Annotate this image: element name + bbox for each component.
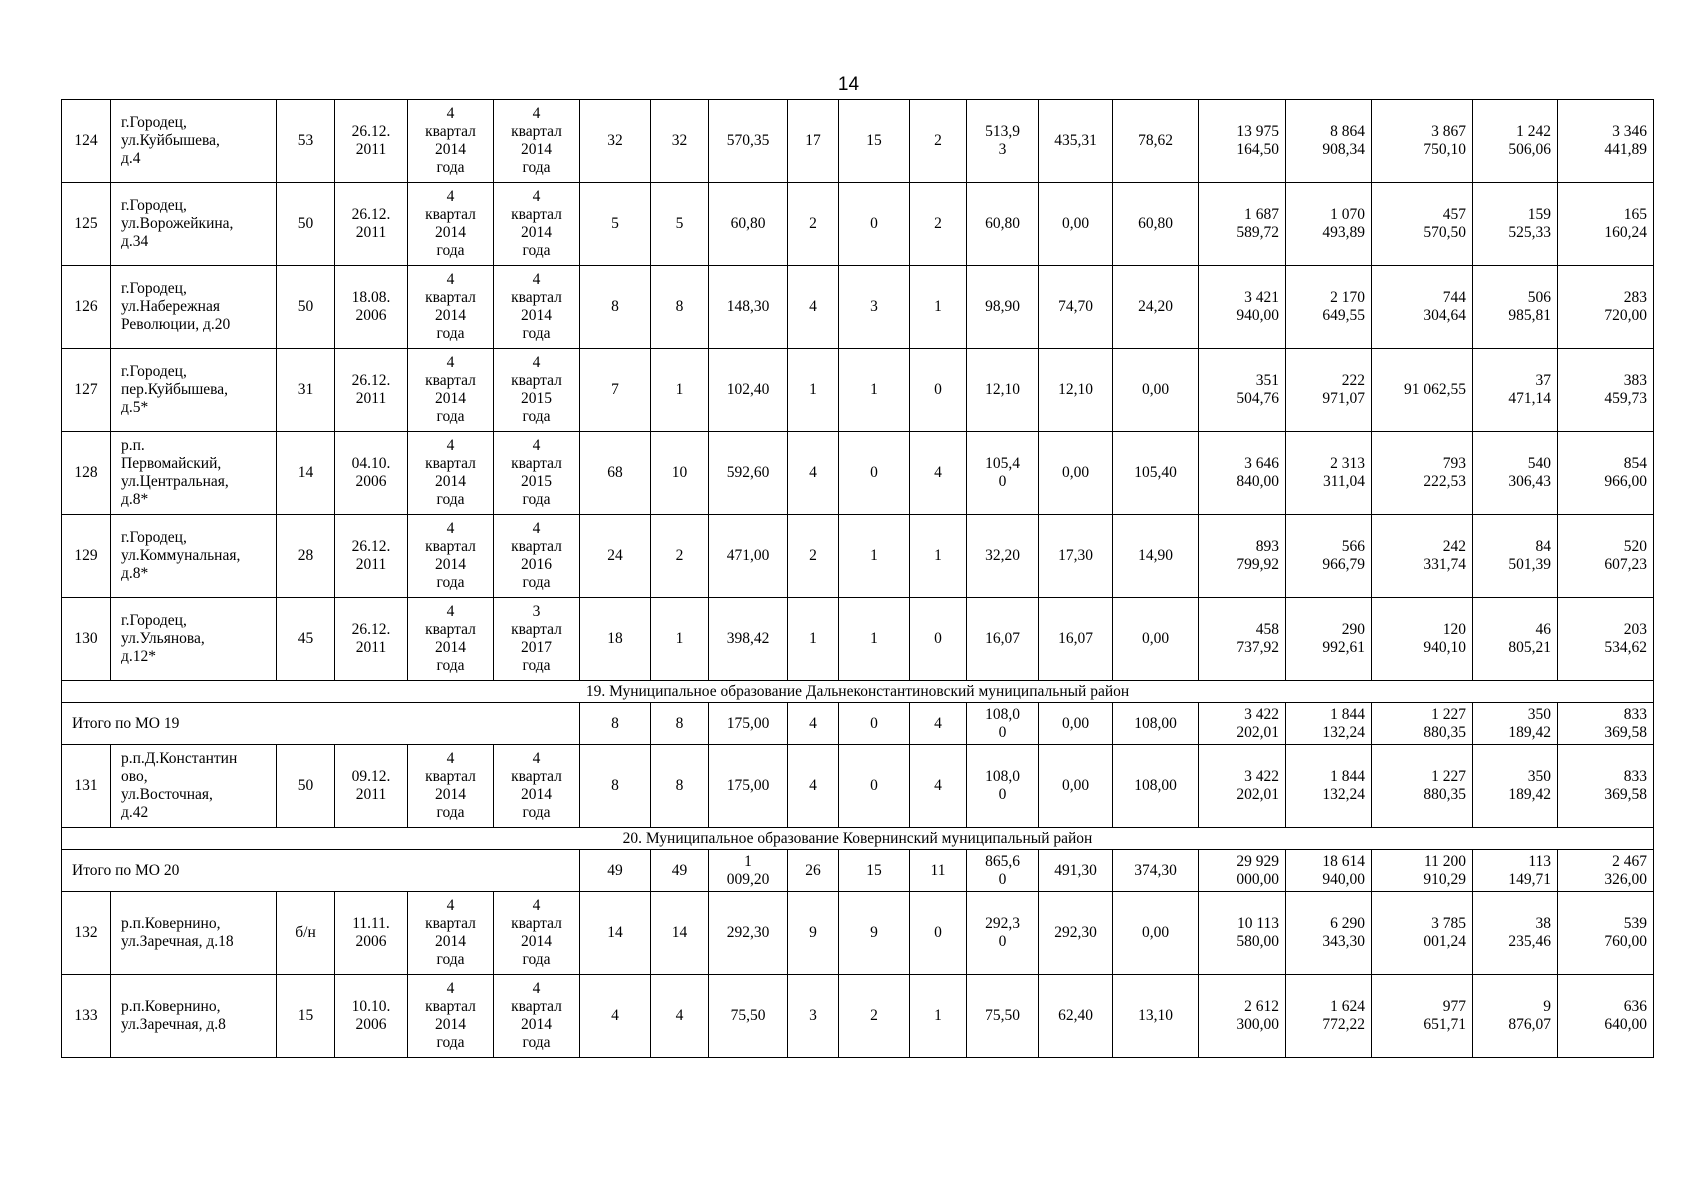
- end-quarter-cell: 4 квартал 2014 года: [494, 183, 580, 266]
- value-cell: 435,31: [1039, 100, 1113, 183]
- value-cell: 292,30: [709, 892, 788, 975]
- amount-cell: 13 975 164,50: [1199, 100, 1286, 183]
- address-cell: р.п. Первомайский, ул.Центральная, д.8*: [111, 432, 277, 515]
- value-cell: 105,40: [1113, 432, 1199, 515]
- value-cell: 16,07: [967, 598, 1039, 681]
- value-cell: 18: [580, 598, 651, 681]
- row-number-cell: 127: [62, 349, 111, 432]
- address-cell: р.п.Д.Константин ово, ул.Восточная, д.42: [111, 745, 277, 828]
- value-cell: 8: [580, 745, 651, 828]
- start-quarter-cell: 4 квартал 2014 года: [408, 598, 494, 681]
- table-row: [62, 745, 1654, 828]
- total-row: [62, 850, 1654, 892]
- value-cell: 75,50: [709, 975, 788, 1058]
- address-cell: р.п.Ковернино, ул.Заречная, д.8: [111, 975, 277, 1058]
- total-amount-cell: 18 614 940,00: [1286, 850, 1372, 892]
- start-quarter-cell: 4 квартал 2014 года: [408, 183, 494, 266]
- address-cell: г.Городец, ул.Ульянова, д.12*: [111, 598, 277, 681]
- total-value-cell: 4: [788, 703, 839, 745]
- value-cell: 14: [580, 892, 651, 975]
- value-cell: 1: [788, 349, 839, 432]
- value-cell: 0: [910, 349, 967, 432]
- value-cell: 62,40: [1039, 975, 1113, 1058]
- page-number: 14: [837, 74, 860, 95]
- year-cell: 45: [277, 598, 335, 681]
- address-cell: г.Городец, ул.Набережная Революции, д.20: [111, 266, 277, 349]
- section-header-row: [62, 681, 1654, 703]
- amount-cell: 3 422 202,01: [1199, 745, 1286, 828]
- value-cell: 24: [580, 515, 651, 598]
- date-cell: 10.10. 2006: [335, 975, 408, 1058]
- date-cell: 26.12. 2011: [335, 598, 408, 681]
- amount-cell: 2 170 649,55: [1286, 266, 1372, 349]
- year-cell: 50: [277, 183, 335, 266]
- value-cell: 1: [910, 515, 967, 598]
- value-cell: 5: [651, 183, 709, 266]
- row-number-cell: 126: [62, 266, 111, 349]
- end-quarter-cell: 4 квартал 2015 года: [494, 432, 580, 515]
- end-quarter-cell: 4 квартал 2014 года: [494, 892, 580, 975]
- year-cell: 50: [277, 745, 335, 828]
- value-cell: 0,00: [1039, 432, 1113, 515]
- table-row: [62, 432, 1654, 515]
- amount-cell: 744 304,64: [1372, 266, 1473, 349]
- amount-cell: 458 737,92: [1199, 598, 1286, 681]
- value-cell: 398,42: [709, 598, 788, 681]
- value-cell: 0: [839, 745, 910, 828]
- value-cell: 13,10: [1113, 975, 1199, 1058]
- value-cell: 1: [839, 598, 910, 681]
- end-quarter-cell: 3 квартал 2017 года: [494, 598, 580, 681]
- address-cell: г.Городец, ул.Коммунальная, д.8*: [111, 515, 277, 598]
- value-cell: 0: [910, 892, 967, 975]
- total-amount-cell: 29 929 000,00: [1199, 850, 1286, 892]
- total-value-cell: 8: [580, 703, 651, 745]
- value-cell: 0,00: [1039, 183, 1113, 266]
- value-cell: 78,62: [1113, 100, 1199, 183]
- value-cell: 60,80: [1113, 183, 1199, 266]
- amount-cell: 38 235,46: [1473, 892, 1558, 975]
- total-label-cell: Итого по МО 20: [62, 850, 580, 892]
- amount-cell: 2 313 311,04: [1286, 432, 1372, 515]
- value-cell: 1: [651, 349, 709, 432]
- amount-cell: 793 222,53: [1372, 432, 1473, 515]
- total-amount-cell: 1 227 880,35: [1372, 703, 1473, 745]
- date-cell: 26.12. 2011: [335, 100, 408, 183]
- amount-cell: 9 876,07: [1473, 975, 1558, 1058]
- value-cell: 32: [651, 100, 709, 183]
- end-quarter-cell: 4 квартал 2014 года: [494, 975, 580, 1058]
- amount-cell: 242 331,74: [1372, 515, 1473, 598]
- section-title-cell: 20. Муниципальное образование Ковернинский муниципальный район: [62, 828, 1654, 850]
- start-quarter-cell: 4 квартал 2014 года: [408, 349, 494, 432]
- amount-cell: 351 504,76: [1199, 349, 1286, 432]
- amount-cell: 3 785 001,24: [1372, 892, 1473, 975]
- value-cell: 8: [651, 266, 709, 349]
- total-amount-cell: 2 467 326,00: [1558, 850, 1654, 892]
- value-cell: 1: [910, 266, 967, 349]
- value-cell: 4: [788, 266, 839, 349]
- total-value-cell: 0: [839, 703, 910, 745]
- amount-cell: 520 607,23: [1558, 515, 1654, 598]
- total-value-cell: 8: [651, 703, 709, 745]
- value-cell: 75,50: [967, 975, 1039, 1058]
- value-cell: 0,00: [1039, 745, 1113, 828]
- amount-cell: 3 867 750,10: [1372, 100, 1473, 183]
- table-row: [62, 349, 1654, 432]
- total-value-cell: 15: [839, 850, 910, 892]
- value-cell: 4: [651, 975, 709, 1058]
- amount-cell: 10 113 580,00: [1199, 892, 1286, 975]
- value-cell: 592,60: [709, 432, 788, 515]
- amount-cell: 3 421 940,00: [1199, 266, 1286, 349]
- value-cell: 148,30: [709, 266, 788, 349]
- total-amount-cell: 833 369,58: [1558, 703, 1654, 745]
- amount-cell: 1 227 880,35: [1372, 745, 1473, 828]
- amount-cell: 1 624 772,22: [1286, 975, 1372, 1058]
- total-value-cell: 175,00: [709, 703, 788, 745]
- value-cell: 12,10: [1039, 349, 1113, 432]
- value-cell: 7: [580, 349, 651, 432]
- row-number-cell: 133: [62, 975, 111, 1058]
- value-cell: 1: [839, 349, 910, 432]
- total-amount-cell: 350 189,42: [1473, 703, 1558, 745]
- value-cell: 74,70: [1039, 266, 1113, 349]
- end-quarter-cell: 4 квартал 2014 года: [494, 100, 580, 183]
- date-cell: 26.12. 2011: [335, 515, 408, 598]
- year-cell: б/н: [277, 892, 335, 975]
- amount-cell: 290 992,61: [1286, 598, 1372, 681]
- row-number-cell: 130: [62, 598, 111, 681]
- total-value-cell: 491,30: [1039, 850, 1113, 892]
- amount-cell: 8 864 908,34: [1286, 100, 1372, 183]
- value-cell: 68: [580, 432, 651, 515]
- value-cell: 105,4 0: [967, 432, 1039, 515]
- value-cell: 4: [788, 745, 839, 828]
- total-label-cell: Итого по МО 19: [62, 703, 580, 745]
- total-value-cell: 108,00: [1113, 703, 1199, 745]
- start-quarter-cell: 4 квартал 2014 года: [408, 515, 494, 598]
- amount-cell: 283 720,00: [1558, 266, 1654, 349]
- amount-cell: 1 687 589,72: [1199, 183, 1286, 266]
- row-number-cell: 125: [62, 183, 111, 266]
- value-cell: 0,00: [1113, 598, 1199, 681]
- start-quarter-cell: 4 квартал 2014 года: [408, 975, 494, 1058]
- address-cell: г.Городец, пер.Куйбышева, д.5*: [111, 349, 277, 432]
- amount-cell: 2 612 300,00: [1199, 975, 1286, 1058]
- amount-cell: 457 570,50: [1372, 183, 1473, 266]
- year-cell: 14: [277, 432, 335, 515]
- address-cell: г.Городец, ул.Ворожейкина, д.34: [111, 183, 277, 266]
- date-cell: 26.12. 2011: [335, 349, 408, 432]
- table-row: [62, 975, 1654, 1058]
- value-cell: 2: [839, 975, 910, 1058]
- end-quarter-cell: 4 квартал 2015 года: [494, 349, 580, 432]
- total-row: [62, 703, 1654, 745]
- section-header-row: [62, 828, 1654, 850]
- table-body: [62, 100, 1654, 1058]
- value-cell: 32: [580, 100, 651, 183]
- amount-cell: 159 525,33: [1473, 183, 1558, 266]
- value-cell: 0: [839, 432, 910, 515]
- amount-cell: 222 971,07: [1286, 349, 1372, 432]
- value-cell: 108,00: [1113, 745, 1199, 828]
- amount-cell: 37 471,14: [1473, 349, 1558, 432]
- value-cell: 8: [651, 745, 709, 828]
- total-value-cell: 1 009,20: [709, 850, 788, 892]
- value-cell: 16,07: [1039, 598, 1113, 681]
- value-cell: 1: [910, 975, 967, 1058]
- amount-cell: 566 966,79: [1286, 515, 1372, 598]
- row-number-cell: 131: [62, 745, 111, 828]
- value-cell: 14: [651, 892, 709, 975]
- value-cell: 570,35: [709, 100, 788, 183]
- table-row: [62, 892, 1654, 975]
- amount-cell: 540 306,43: [1473, 432, 1558, 515]
- section-title-cell: 19. Муниципальное образование Дальнеконстантиновский муниципальный район: [62, 681, 1654, 703]
- total-amount-cell: 11 200 910,29: [1372, 850, 1473, 892]
- total-value-cell: 0,00: [1039, 703, 1113, 745]
- value-cell: 3: [839, 266, 910, 349]
- row-number-cell: 128: [62, 432, 111, 515]
- value-cell: 1: [839, 515, 910, 598]
- amount-cell: 506 985,81: [1473, 266, 1558, 349]
- year-cell: 15: [277, 975, 335, 1058]
- year-cell: 28: [277, 515, 335, 598]
- value-cell: 12,10: [967, 349, 1039, 432]
- row-number-cell: 124: [62, 100, 111, 183]
- value-cell: 3: [788, 975, 839, 1058]
- amount-cell: 350 189,42: [1473, 745, 1558, 828]
- amount-cell: 91 062,55: [1372, 349, 1473, 432]
- value-cell: 0,00: [1113, 892, 1199, 975]
- amount-cell: 636 640,00: [1558, 975, 1654, 1058]
- amount-cell: 893 799,92: [1199, 515, 1286, 598]
- value-cell: 2: [788, 515, 839, 598]
- date-cell: 04.10. 2006: [335, 432, 408, 515]
- value-cell: 9: [788, 892, 839, 975]
- value-cell: 0,00: [1113, 349, 1199, 432]
- date-cell: 26.12. 2011: [335, 183, 408, 266]
- start-quarter-cell: 4 квартал 2014 года: [408, 100, 494, 183]
- amount-cell: 165 160,24: [1558, 183, 1654, 266]
- table-row: [62, 266, 1654, 349]
- end-quarter-cell: 4 квартал 2014 года: [494, 745, 580, 828]
- amount-cell: 46 805,21: [1473, 598, 1558, 681]
- amount-cell: 84 501,39: [1473, 515, 1558, 598]
- table-row: [62, 515, 1654, 598]
- value-cell: 4: [910, 745, 967, 828]
- value-cell: 1: [651, 598, 709, 681]
- value-cell: 15: [839, 100, 910, 183]
- value-cell: 4: [910, 432, 967, 515]
- row-number-cell: 132: [62, 892, 111, 975]
- value-cell: 32,20: [967, 515, 1039, 598]
- value-cell: 17: [788, 100, 839, 183]
- value-cell: 513,9 3: [967, 100, 1039, 183]
- amount-cell: 854 966,00: [1558, 432, 1654, 515]
- amount-cell: 1 844 132,24: [1286, 745, 1372, 828]
- value-cell: 5: [580, 183, 651, 266]
- year-cell: 50: [277, 266, 335, 349]
- amount-cell: 539 760,00: [1558, 892, 1654, 975]
- housing-program-table: [61, 99, 1654, 1058]
- value-cell: 471,00: [709, 515, 788, 598]
- date-cell: 09.12. 2011: [335, 745, 408, 828]
- value-cell: 2: [788, 183, 839, 266]
- year-cell: 53: [277, 100, 335, 183]
- row-number-cell: 129: [62, 515, 111, 598]
- value-cell: 108,0 0: [967, 745, 1039, 828]
- total-value-cell: 374,30: [1113, 850, 1199, 892]
- table-row: [62, 183, 1654, 266]
- amount-cell: 1 242 506,06: [1473, 100, 1558, 183]
- start-quarter-cell: 4 квартал 2014 года: [408, 892, 494, 975]
- value-cell: 98,90: [967, 266, 1039, 349]
- date-cell: 18.08. 2006: [335, 266, 408, 349]
- value-cell: 10: [651, 432, 709, 515]
- total-amount-cell: 1 844 132,24: [1286, 703, 1372, 745]
- total-value-cell: 865,6 0: [967, 850, 1039, 892]
- total-value-cell: 108,0 0: [967, 703, 1039, 745]
- value-cell: 9: [839, 892, 910, 975]
- table-row: [62, 598, 1654, 681]
- value-cell: 60,80: [967, 183, 1039, 266]
- value-cell: 17,30: [1039, 515, 1113, 598]
- amount-cell: 383 459,73: [1558, 349, 1654, 432]
- amount-cell: 833 369,58: [1558, 745, 1654, 828]
- amount-cell: 977 651,71: [1372, 975, 1473, 1058]
- amount-cell: 1 070 493,89: [1286, 183, 1372, 266]
- value-cell: 2: [910, 100, 967, 183]
- value-cell: 175,00: [709, 745, 788, 828]
- total-value-cell: 49: [651, 850, 709, 892]
- value-cell: 2: [651, 515, 709, 598]
- value-cell: 14,90: [1113, 515, 1199, 598]
- value-cell: 8: [580, 266, 651, 349]
- total-amount-cell: 113 149,71: [1473, 850, 1558, 892]
- total-value-cell: 49: [580, 850, 651, 892]
- date-cell: 11.11. 2006: [335, 892, 408, 975]
- value-cell: 24,20: [1113, 266, 1199, 349]
- value-cell: 292,3 0: [967, 892, 1039, 975]
- total-amount-cell: 3 422 202,01: [1199, 703, 1286, 745]
- amount-cell: 3 646 840,00: [1199, 432, 1286, 515]
- start-quarter-cell: 4 квартал 2014 года: [408, 266, 494, 349]
- value-cell: 102,40: [709, 349, 788, 432]
- total-value-cell: 4: [910, 703, 967, 745]
- total-value-cell: 11: [910, 850, 967, 892]
- start-quarter-cell: 4 квартал 2014 года: [408, 432, 494, 515]
- value-cell: 1: [788, 598, 839, 681]
- amount-cell: 120 940,10: [1372, 598, 1473, 681]
- address-cell: г.Городец, ул.Куйбышева, д.4: [111, 100, 277, 183]
- value-cell: 60,80: [709, 183, 788, 266]
- table-row: [62, 100, 1654, 183]
- value-cell: 4: [580, 975, 651, 1058]
- amount-cell: 203 534,62: [1558, 598, 1654, 681]
- value-cell: 0: [839, 183, 910, 266]
- value-cell: 2: [910, 183, 967, 266]
- amount-cell: 3 346 441,89: [1558, 100, 1654, 183]
- amount-cell: 6 290 343,30: [1286, 892, 1372, 975]
- value-cell: 292,30: [1039, 892, 1113, 975]
- address-cell: р.п.Ковернино, ул.Заречная, д.18: [111, 892, 277, 975]
- end-quarter-cell: 4 квартал 2014 года: [494, 266, 580, 349]
- total-value-cell: 26: [788, 850, 839, 892]
- year-cell: 31: [277, 349, 335, 432]
- value-cell: 4: [788, 432, 839, 515]
- start-quarter-cell: 4 квартал 2014 года: [408, 745, 494, 828]
- value-cell: 0: [910, 598, 967, 681]
- end-quarter-cell: 4 квартал 2016 года: [494, 515, 580, 598]
